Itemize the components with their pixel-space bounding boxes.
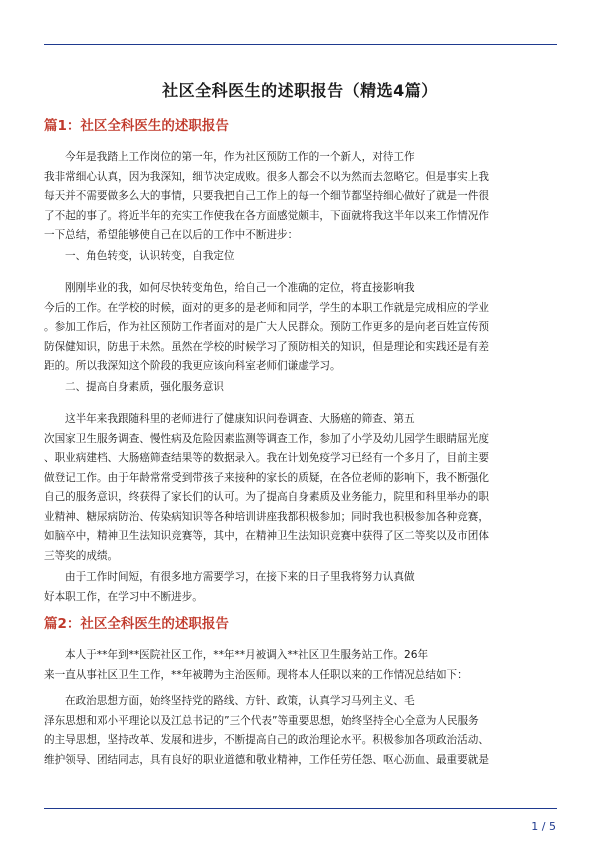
text-line: 三等奖的成绩。 xyxy=(44,549,119,562)
paragraph xyxy=(44,148,557,246)
text-line: 业精神、糖尿病防治、传染病知识等各种培训讲座我都积极参加；同时我也积极参加各种竞赛， xyxy=(44,510,489,523)
subheading xyxy=(44,378,557,398)
footer-rule xyxy=(44,808,557,809)
text-line: 的主导思想，坚持改革、发展和进步，不断提高自己的政治理论水平。积极参加各项政治活动、 xyxy=(44,734,489,746)
text-line: 一、角色转变，认识转变，自我定位 xyxy=(65,250,235,262)
text-line: 由于工作时间短，有很多地方需要学习，在接下来的日子里我将努力认真做 xyxy=(65,571,415,583)
text-line: 泽东思想和邓小平理论以及江总书记的”三个代表”等重要思想，始终坚持全心全意为人民服务 xyxy=(44,714,479,727)
text-line: 。参加工作后，作为社区预防工作者面对的是广大人民群众。预防工作更多的是向老百姓宣传预 xyxy=(44,321,489,333)
text-line: 、职业病建档、大肠癌筛查结果等的数据录入。我在计划免疫学习已经有一个多月了，目前主要 xyxy=(44,452,489,464)
text-line: 防保健知识，防患于未然。虽然在学校的时候学习了预防相关的知识，但是理论和实践还是有差 xyxy=(44,340,489,353)
text-line: 二、提高自身素质，强化服务意识 xyxy=(65,381,224,393)
subheading xyxy=(44,247,557,267)
section-heading-text: 篇1：社区全科医生的述职报告 xyxy=(44,118,229,134)
section-heading-1 xyxy=(44,114,557,134)
text-line: 距的。所以我深知这个阶段的我更应该向科室老师们谦虚学习。 xyxy=(44,360,341,372)
text-line: 了不起的事了。将近半年的充实工作使我在各方面感觉颇丰，下面就将我这半年以来工作情况作 xyxy=(44,209,489,222)
section-heading-text: 篇2：社区全科医生的述职报告 xyxy=(44,616,229,632)
text-line: 做登记工作。由于年龄常常受到带孩子来接种的家长的质疑，在各位老师的影响下，我不断强化 xyxy=(44,471,489,484)
page-number: 1 / 5 xyxy=(531,820,556,833)
paragraph xyxy=(44,692,557,770)
text-line: 次国家卫生服务调查、慢性病及危险因素监测等调查工作，参加了小学及幼儿园学生眼睛屈光度 xyxy=(44,432,489,445)
text-line: 好本职工作，在学习中不断进步。 xyxy=(44,590,203,603)
text-line: 这半年来我跟随科里的老师进行了健康知识问卷调查、大肠癌的筛查、第五 xyxy=(65,413,415,425)
text-line: 今年是我踏上工作岗位的第一年，作为社区预防工作的一个新人，对待工作 xyxy=(65,151,415,163)
text-line: 自己的服务意识，终获得了家长们的认可。为了提高自身素质及业务能力，院里和科里举办的职 xyxy=(44,491,489,503)
paragraph xyxy=(44,568,557,607)
header-rule xyxy=(44,44,557,45)
text-line: 本人于**年到**医院社区工作，**年**月被调入**社区卫生服务站工作。26年 xyxy=(65,649,429,661)
section-heading-2 xyxy=(44,612,557,632)
document-title: 社区全科医生的述职报告（精选4篇） xyxy=(162,81,438,100)
paragraph xyxy=(44,279,557,377)
text-line: 在政治思想方面，始终坚持党的路线、方针、政策，认真学习马列主义、毛 xyxy=(65,695,415,707)
text-line: 来一直从事社区卫生工作，**年被聘为主治医师。现将本人任职以来的工作情况总结如下： xyxy=(44,668,468,681)
text-line: 刚刚毕业的我，如何尽快转变角色，给自己一个准确的定位，将直接影响我 xyxy=(65,282,415,294)
text-line: 今后的工作。在学校的时候，面对的更多的是老师和同学，学生的本职工作就是完成相应的学业 xyxy=(44,301,489,314)
paragraph xyxy=(44,646,557,685)
text-line: 我非常细心认真，因为我深知，细节决定成败。很多人都会不以为然而去忽略它。但是事实上我 xyxy=(44,170,489,183)
text-line: 每天并不需要做多么大的事情，只要我把自己工作上的每一个细节都坚持细心做好了就是一件很 xyxy=(44,190,489,202)
text-line: 如脑卒中，精神卫生法知识竞赛等，其中，在精神卫生法知识竞赛中获得了区二等奖以及市团体 xyxy=(44,530,489,542)
text-line: 维护领导、团结同志，具有良好的职业道德和敬业精神，工作任劳任怨、呕心沥血、最重要就是 xyxy=(44,753,489,766)
text-line: 一下总结，希望能够使自己在以后的工作中不断进步： xyxy=(44,229,299,241)
paragraph xyxy=(44,410,557,566)
